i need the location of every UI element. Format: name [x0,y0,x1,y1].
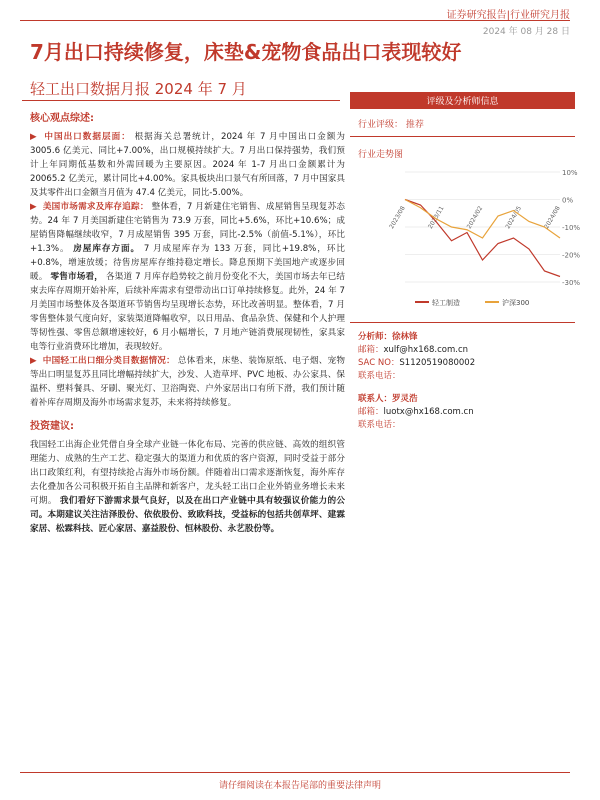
bullet-us-text: 整体看，7 月新建住宅销售、成屋销售呈现复苏态势。24 年 7 月美国新建住宅销售为 73.9 万套，同比+5.6%，环比+10.6%；成屋销售降幅继续收窄，7 月成屋销售 395 万套，同比-2.5%（前值-5.1%），环比+1.3%。 [30,202,346,254]
investment-text [30,438,345,536]
analyst2-email[interactable]: luotx@hx168.com.cn [383,407,474,417]
analyst-info [350,331,575,432]
analyst1-email[interactable]: xulf@hx168.com.cn [383,345,469,355]
report-title: 7月出口持续修复，床垫&宠物食品出口表现较好 [30,40,462,64]
analyst1-sac-row [358,357,567,370]
series-line [405,200,560,239]
analyst1-sac-label: SAC NO： [358,358,400,368]
report-type-tag: 证券研究报告|行业研究月报 [446,10,570,21]
legend-label: 轻工制造 [432,299,460,307]
x-tick-label: 2024/05 [504,205,523,231]
x-tick-label: 2023/11 [426,205,446,231]
y-tick-label: -20% [562,251,581,260]
trend-chart [350,162,581,312]
chart-title: 行业走势图 [358,150,404,160]
analyst2-phone-label: 联系电话： [358,420,401,430]
footer-disclaimer: 请仔细阅读在本报告尾部的重要法律声明 [218,781,381,791]
investment-heading: 投资建议: [30,421,74,432]
report-date: 2024 年 08 月 28 日 [482,27,570,37]
analyst1-email-row [358,344,567,357]
x-tick-label: 2023/08 [388,205,407,231]
chart-divider [350,322,575,323]
triangle-bullet-icon: ▶ [30,356,37,366]
subtitle-divider [22,100,340,101]
y-tick-label: 0% [562,196,574,205]
bullet-export [30,130,345,200]
bullet-export-text: 根据海关总署统计，2024 年 7 月中国出口金额为 3005.6 亿美元、同比+7.00%，出口规模持续扩大。7 月出口保持强势，我们预计上年同期低基数和外需回暖为主要原因。2024 年 1-7 月出口金额累计为 20065.2 亿美元，累计同比+4.00%。家具板块出口景气有所回落，7 月中国家具及其零件出口金额当月值为 47.4 亿美元，同比-5.00%。 [30,132,345,198]
header-divider [20,20,570,21]
bullet-us-emphasis: 房屋库存方面。 [73,244,141,254]
rating-label: 行业评级： [358,120,404,130]
report-subtitle: 轻工出口数据月报 2024 年 7 月 [30,80,247,98]
rating-row [350,109,575,137]
summary-column [30,108,345,536]
bullet-us-text2: 7 月成屋库存为 133 万套，同比+19.8%，环比+0.8%，增速放缓；待售房屋库存维持稳定增长。降息预期下美国地产或逐步回暖。 [30,244,345,282]
bullet-us-market [30,200,345,354]
rating-value: 推荐 [405,120,424,130]
bullet-categories-title: 中国轻工出口细分类目数据情况： [42,356,175,366]
triangle-bullet-icon: ▶ [30,132,38,142]
triangle-bullet-icon: ▶ [30,202,37,212]
analyst1-email-label: 邮箱： [358,345,384,355]
legend-label: 沪深300 [502,299,530,307]
analyst1-phone-label: 联系电话： [358,371,401,381]
info-sidebar [350,92,581,432]
y-tick-label: -30% [562,279,581,287]
summary-heading: 核心观点综述: [30,113,94,124]
y-tick-label: -10% [562,224,581,232]
info-header: 评级及分析师信息 [350,92,575,109]
bullet-us-title: 美国市场需求及库存追踪： [42,202,149,212]
bullet-categories [30,354,345,410]
investment-body: 我国轻工出海企业凭借自身全球产业链一体化布局、完善的供应链、高效的组织管理能力、成熟的生产工艺、稳定强大的渠道力和优质的客户资源，同时受益于部分出口政策红利，有望持续抢占海外市场份额。伴随着出口需求逐渐恢复，海外库存去化叠加各公司积极开拓自主品牌和新客户，龙头轻工出口企业外销业务增长未来可期。 [30,440,345,506]
bullet-us-text3: 各渠道 7 月库存趋势较之前月份变化不大，美国市场去年已结束去库存周期开始补库，后续补库需求有望带动出口订单持续修复。此外，24 年 7 月美国市场整体及各渠道环节销售均呈现增长态势，环比改善明显。整体看，7 月零售整体景气度向好，家装渠道降幅收窄，以日用品、食品杂货、保健和个人护理等韧性强、零售总额增速较好，6 月小幅增长，7 月地产链消费展现韧性，家具家电等行业消费环比增加，表现较好。 [30,272,345,352]
footer-divider [20,772,570,773]
bullet-export-title: 中国出口数据层面： [44,132,131,142]
analyst1-name: 分析师：徐林锋 [358,332,418,342]
x-tick-label: 2024/02 [465,205,485,231]
bullet-us-emphasis2: 零售市场看， [50,272,104,282]
analyst1-sac: S1120519080002 [399,358,476,368]
y-tick-label: 10% [562,169,578,177]
analyst2-email-row [358,406,567,419]
bullet-categories-text: 总体看来，床垫、装饰原纸、电子烟、宠物等出口明显复苏且同比增幅持续扩大，沙发、人造草坪、PVC 地板、办公家具、保温杯、塑料餐具、牙刷、聚光灯、卫浴陶瓷、户外家居出口有所下滑，我们预计随着补库存周期及海外市场需求复苏，未来将持续修复。 [30,356,345,408]
analyst2-name: 联系人：罗灵浩 [358,394,418,404]
x-tick-label: 2024/08 [543,205,562,231]
analyst2-email-label: 邮箱： [358,407,384,417]
investment-bold: 我们看好下游需求景气良好，以及在出口产业链中具有较强议价能力的公司。本期建议关注洁泽股份、依依股份、致欧科技，受益标的包括共创草坪、建霖家居、松霖科技、匠心家居、嘉益股份、恒林股份、永艺股份等。 [30,496,345,534]
